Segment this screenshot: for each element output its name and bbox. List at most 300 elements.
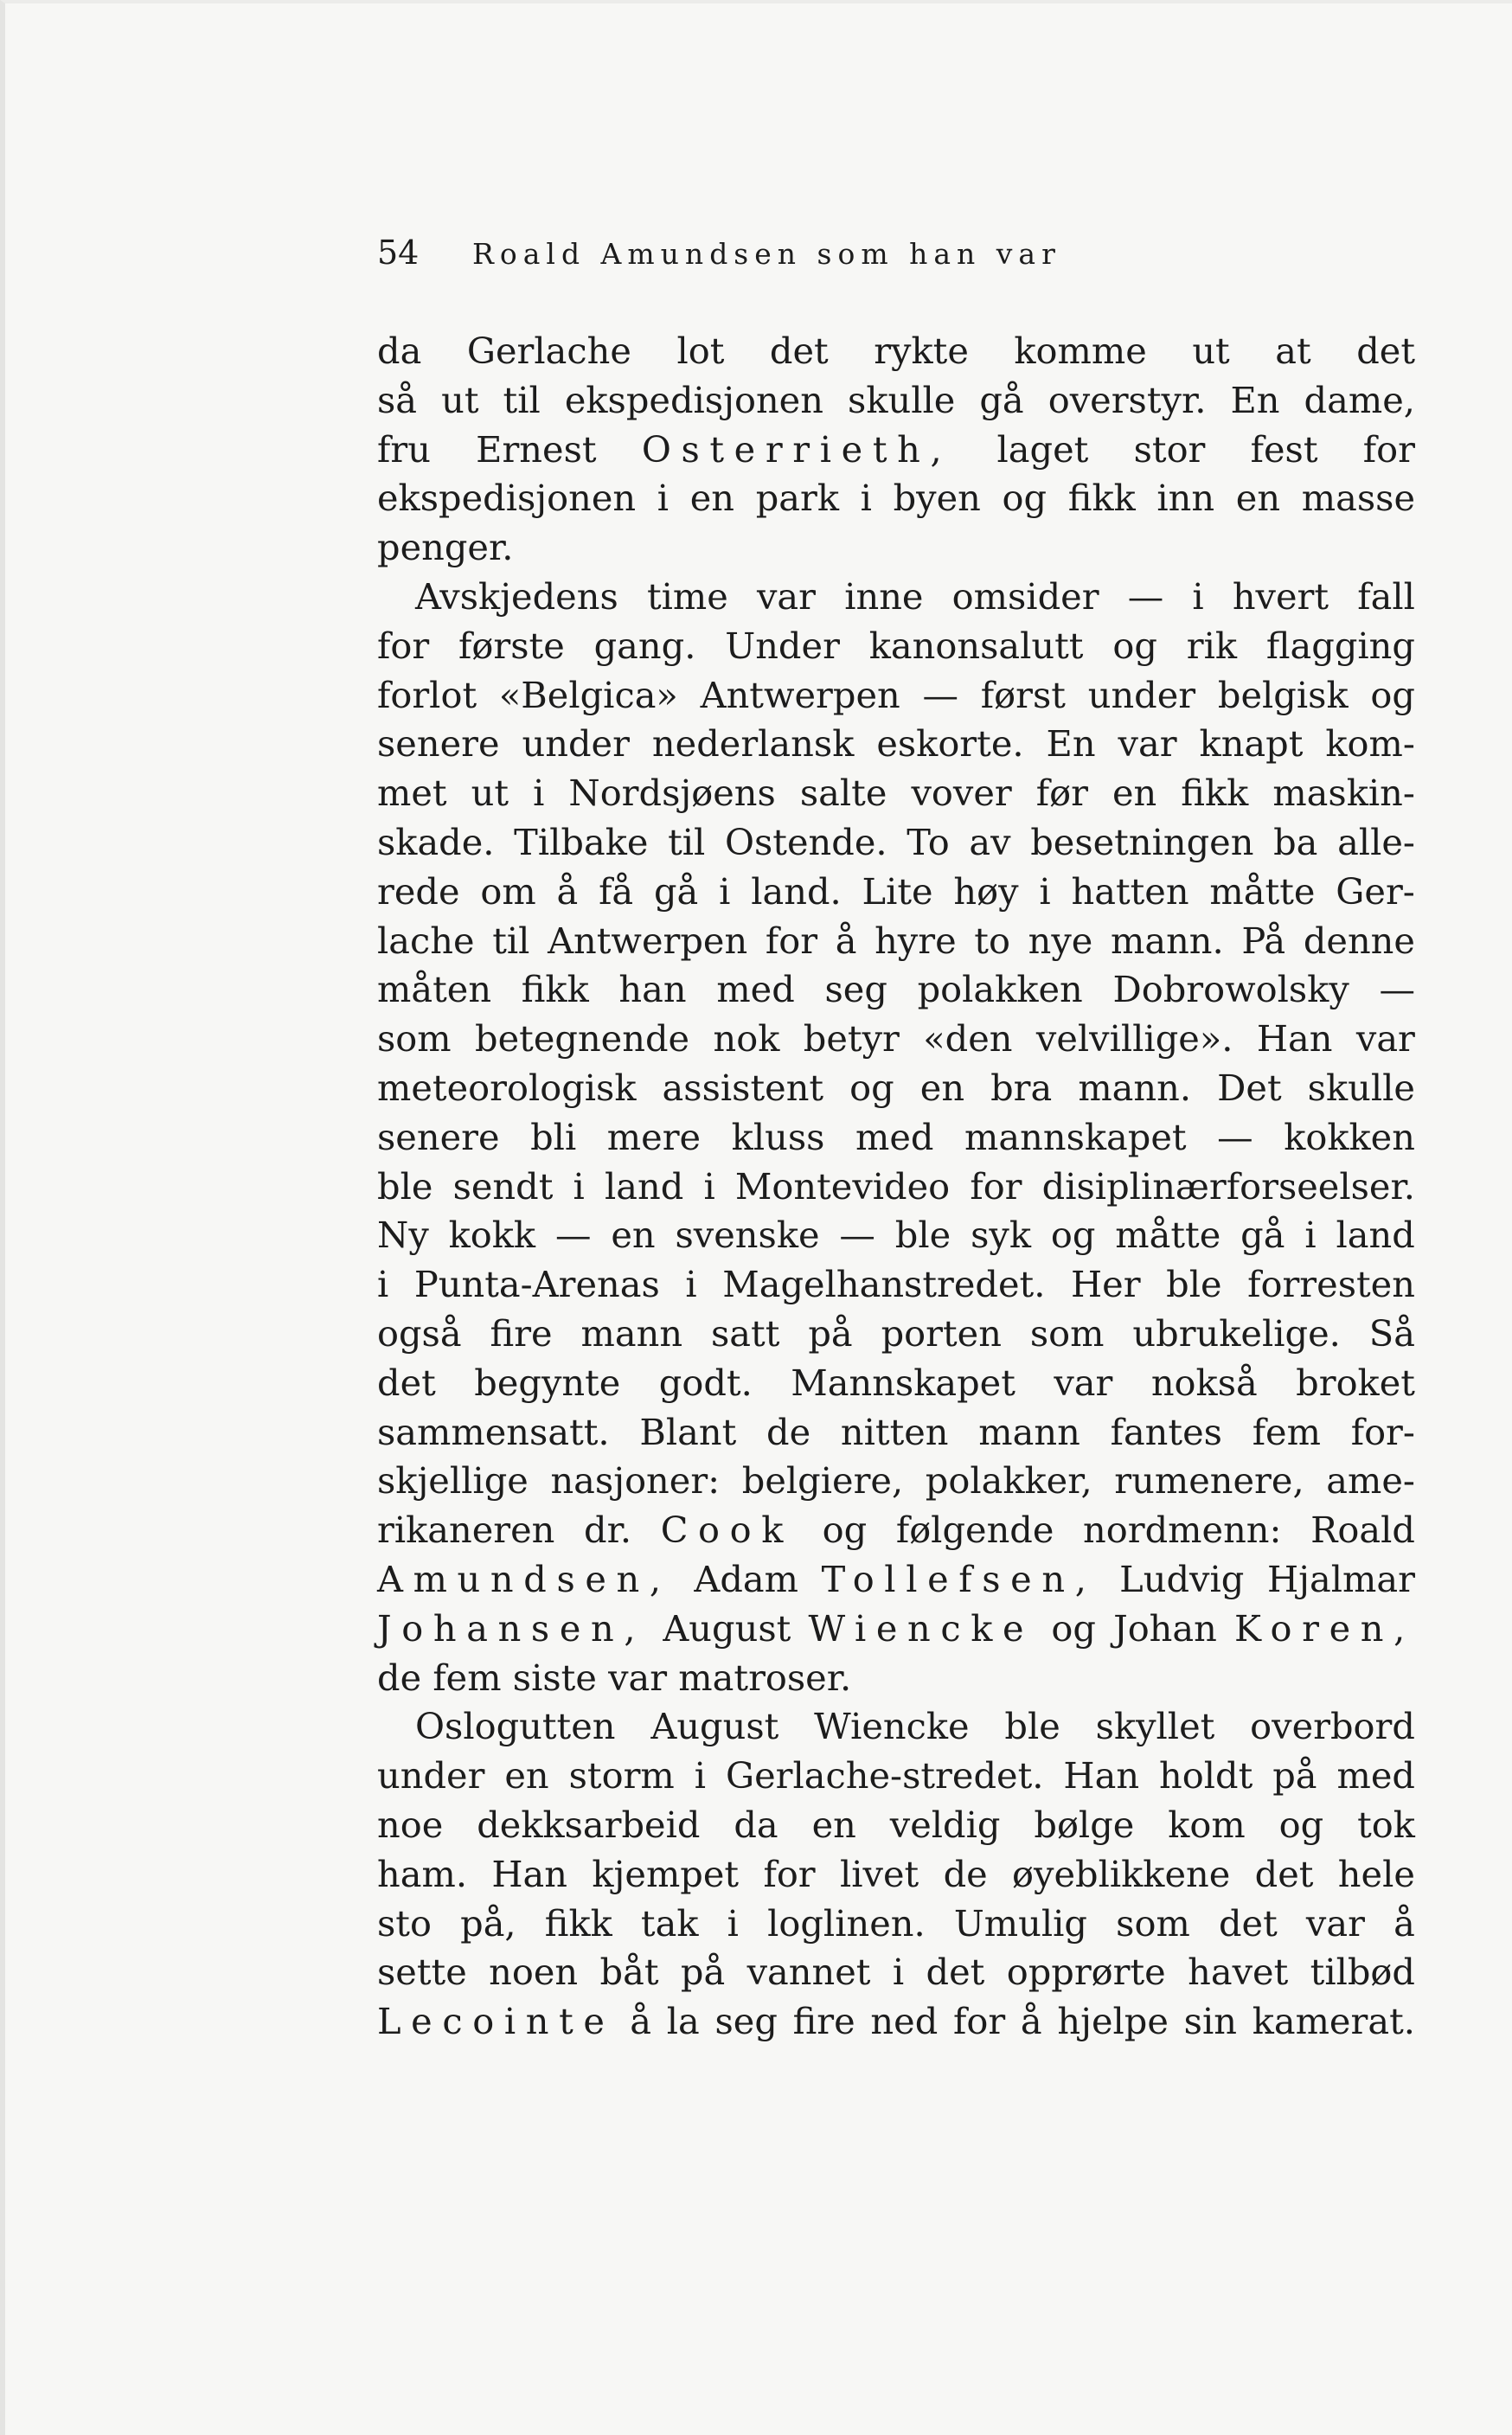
word: og (1051, 1606, 1096, 1650)
word: rik (1186, 624, 1237, 667)
word: Koren, (1234, 1606, 1415, 1650)
word: høy (953, 869, 1019, 913)
word: tilbød (1310, 1951, 1415, 1994)
word: og (1278, 1803, 1324, 1846)
word: en (811, 1803, 856, 1846)
word: da (377, 330, 422, 372)
word: alle- (1337, 820, 1415, 863)
word: å (630, 2000, 652, 2043)
word: eskorte. (876, 722, 1024, 766)
word: Ernest (476, 427, 597, 471)
word: i (703, 1164, 715, 1208)
word: storm (568, 1754, 675, 1797)
word: ame- (1326, 1459, 1415, 1503)
word: i (727, 1901, 739, 1945)
text-line (377, 1801, 1415, 1850)
word: ble (1004, 1705, 1060, 1748)
word: belgisk (1217, 673, 1349, 716)
word: måtte (1209, 869, 1316, 913)
word: da (734, 1803, 778, 1846)
word: land (1336, 1214, 1415, 1257)
word: bli (530, 1115, 577, 1158)
word: senere (377, 1115, 500, 1158)
text-line (377, 1015, 1415, 1064)
word: porten (881, 1311, 1002, 1355)
word: med (1336, 1754, 1415, 1797)
word: meteorologisk (377, 1066, 637, 1109)
word: Nordsjøens (568, 772, 776, 815)
word: første (458, 624, 565, 667)
word: land. (751, 869, 842, 913)
word: — (1379, 968, 1415, 1011)
word: mann. (1110, 919, 1224, 962)
word: kluss (731, 1115, 825, 1158)
word: flagging (1265, 624, 1415, 667)
word: dr. (584, 1509, 632, 1552)
word: rede (377, 869, 460, 913)
word: de (766, 1410, 811, 1453)
word: det (926, 1951, 985, 1994)
word: og (822, 1509, 868, 1552)
word: polakken (917, 968, 1083, 1011)
word: tak (640, 1901, 699, 1945)
word: nok (713, 1017, 780, 1061)
word: Han (1256, 1017, 1333, 1061)
word: ned (870, 2000, 939, 2043)
word: skulle (1307, 1066, 1415, 1109)
text-line (377, 720, 1415, 769)
word: satt (711, 1311, 780, 1355)
text-line (377, 769, 1415, 818)
word: — (554, 1214, 592, 1257)
text-line (377, 426, 1415, 475)
word: Under (725, 624, 840, 667)
text-line (377, 868, 1415, 917)
word: seg (714, 2000, 778, 2043)
word: av (969, 820, 1011, 863)
word: under (377, 1754, 485, 1797)
word: det (1254, 1852, 1314, 1895)
word: fikk (1067, 477, 1136, 520)
word: gå (653, 869, 699, 913)
text-line (377, 1555, 1415, 1605)
word: i (892, 1951, 905, 1994)
word: tok (1357, 1803, 1415, 1846)
word: Amundsen, (377, 1557, 671, 1600)
word: hvert (1232, 574, 1329, 618)
word: vover (911, 772, 1012, 815)
word: og (849, 1066, 894, 1109)
word: rikaneren (377, 1509, 555, 1552)
word: fall (1357, 574, 1415, 618)
word: for (1362, 427, 1415, 471)
word: hele (1337, 1852, 1415, 1895)
word: vannet (746, 1951, 871, 1994)
word: fem (1252, 1410, 1321, 1453)
body-text (377, 327, 1415, 2047)
word: ble (894, 1214, 951, 1257)
word: svenske (675, 1214, 820, 1257)
word: Tilbake (514, 820, 649, 863)
word: Ger- (1336, 869, 1415, 913)
word: — (839, 1214, 875, 1257)
word: gå (1240, 1214, 1285, 1257)
word: salte (799, 772, 887, 815)
word: time (646, 574, 728, 618)
word: lache (377, 919, 475, 962)
word: for (765, 919, 818, 962)
word: Mannskapet (791, 1361, 1015, 1404)
word: — (922, 673, 959, 716)
word: sin (1183, 2000, 1237, 2043)
word: ut (1192, 330, 1230, 372)
word: kom (1168, 1803, 1246, 1846)
word: knapt (1199, 722, 1304, 766)
text-line (377, 474, 1415, 523)
word: før (1035, 772, 1088, 815)
word: skade. (377, 820, 495, 863)
word: hatten (1071, 869, 1189, 913)
word: Det (1217, 1066, 1282, 1109)
word: lot (676, 330, 725, 372)
word: mann. (1078, 1066, 1192, 1109)
word: Ostende. (724, 820, 887, 863)
word: forlot (377, 673, 477, 716)
word: og (1370, 673, 1415, 716)
text-line (377, 671, 1415, 721)
word: i (1304, 1214, 1317, 1257)
word: om (480, 869, 536, 913)
word: Her (1070, 1263, 1141, 1306)
word: «den (923, 1017, 1013, 1061)
word: August (650, 1705, 779, 1748)
word: mann (978, 1410, 1080, 1453)
word: som (1116, 1901, 1190, 1945)
text-line (377, 1948, 1415, 1997)
word: dame, (1304, 378, 1415, 421)
word: masse (1301, 477, 1415, 520)
word: sette (377, 1951, 467, 1994)
word: forresten (1247, 1263, 1415, 1306)
text-line (377, 1702, 1415, 1752)
word: i (860, 477, 872, 520)
word: også (377, 1311, 462, 1355)
page-number: 54 (377, 234, 420, 272)
word: på (1272, 1754, 1317, 1797)
word: i (719, 869, 731, 913)
word: overstyr. (1048, 378, 1207, 421)
word: Umulig (953, 1901, 1087, 1945)
word: var (1305, 1901, 1365, 1945)
word: Avskjedens (415, 574, 618, 618)
word: byen (893, 477, 981, 520)
word: fikk (1181, 772, 1249, 815)
word: Lecointe (377, 2000, 615, 2043)
word: Magelhanstredet. (722, 1263, 1046, 1306)
word: sto (377, 1901, 432, 1945)
word: disiplinærforseelser. (1041, 1164, 1415, 1208)
word: Antwerpen (548, 919, 748, 962)
word: livet (839, 1852, 919, 1895)
word: komme (1014, 330, 1147, 372)
word: skyllet (1095, 1705, 1215, 1748)
word: i (1192, 574, 1204, 618)
word: i (685, 1263, 697, 1306)
word: sammensatt. (377, 1410, 610, 1453)
word: August (663, 1606, 791, 1650)
word: broket (1296, 1361, 1415, 1404)
word: to (974, 919, 1010, 962)
text-line (377, 1113, 1415, 1163)
word: og (1050, 1214, 1096, 1257)
word: ubrukelige. (1132, 1311, 1341, 1355)
text-line (377, 1064, 1415, 1113)
text-line (377, 965, 1415, 1015)
word: Gerlache-stredet. (725, 1754, 1044, 1797)
word: opprørte (1006, 1951, 1166, 1994)
word: det (769, 330, 829, 372)
word: noen (489, 1951, 579, 1994)
word: ut (471, 772, 509, 815)
text-line (377, 327, 1415, 376)
word: mere (606, 1115, 702, 1158)
word: mann (580, 1311, 683, 1355)
word: belgiere, (741, 1459, 904, 1503)
word: besetningen (1030, 820, 1254, 863)
word: nasjoner: (550, 1459, 721, 1503)
word: for- (1350, 1410, 1415, 1453)
text-line (377, 1900, 1415, 1949)
word: betegnende (475, 1017, 690, 1061)
word: velvillige». (1035, 1017, 1233, 1061)
word: på (808, 1311, 853, 1355)
word: han (618, 968, 687, 1011)
word: Gerlache (466, 330, 631, 372)
word: at (1275, 330, 1311, 372)
word: måtte (1115, 1214, 1221, 1257)
word: en (689, 477, 735, 520)
word: Hjalmar (1266, 1557, 1415, 1600)
text-line (377, 818, 1415, 868)
word: det (377, 1361, 436, 1404)
word: først (980, 673, 1066, 716)
word: Wiencke (814, 1705, 970, 1748)
word: la (666, 2000, 700, 2043)
word: polakker, (925, 1459, 1092, 1503)
word: få (599, 869, 634, 913)
word: omsider (951, 574, 1099, 618)
word: kokk (448, 1214, 536, 1257)
word: for (377, 624, 430, 667)
word: fire (792, 2000, 855, 2043)
word: så (377, 378, 418, 421)
word: under (1087, 673, 1196, 716)
word: en (611, 1214, 656, 1257)
word: nordmenn: (1083, 1509, 1282, 1552)
word: ble (1166, 1263, 1222, 1306)
word: overbord (1250, 1705, 1415, 1748)
word: syk (971, 1214, 1031, 1257)
word: øyeblikkene (1012, 1852, 1231, 1895)
word: de (943, 1852, 988, 1895)
word: nokså (1150, 1361, 1258, 1404)
text-line (377, 917, 1415, 966)
word: Så (1368, 1311, 1415, 1355)
word: — (1127, 574, 1164, 618)
word: holdt (1159, 1754, 1253, 1797)
word: Han (1063, 1754, 1140, 1797)
text-line (377, 1310, 1415, 1359)
word: havet (1188, 1951, 1289, 1994)
word: land (604, 1164, 684, 1208)
word: Dobrowolsky (1112, 968, 1349, 1011)
word: ham. (377, 1852, 468, 1895)
word: inn (1156, 477, 1215, 520)
word: Roald (1310, 1509, 1415, 1552)
word: og (1002, 477, 1048, 520)
word: med (855, 1115, 934, 1158)
word: kokken (1284, 1115, 1415, 1158)
word: En (1046, 722, 1096, 766)
word: ekspedisjonen (377, 477, 637, 520)
word: begynte (474, 1361, 621, 1404)
word: ble (377, 1164, 433, 1208)
word: en (1112, 772, 1157, 815)
word: fikk (521, 968, 589, 1011)
word: i (1039, 869, 1051, 913)
word: i (377, 1263, 389, 1306)
word: loglinen. (767, 1901, 926, 1945)
word: fire (490, 1311, 553, 1355)
word: var (756, 574, 817, 618)
word: å (1393, 1901, 1415, 1945)
word: mannskapet (964, 1115, 1187, 1158)
word: På (1241, 919, 1286, 962)
text-line (377, 376, 1415, 426)
text-line (377, 1260, 1415, 1310)
running-head (377, 234, 1415, 289)
word: ba (1273, 820, 1318, 863)
word: senere (377, 722, 500, 766)
word: To (907, 820, 950, 863)
word: Punta-Arenas (413, 1263, 660, 1306)
text-line (377, 573, 1415, 622)
word: var (1118, 722, 1177, 766)
word: gang. (593, 624, 696, 667)
word: bra (990, 1066, 1053, 1109)
word: i (657, 477, 670, 520)
word: følgende (895, 1509, 1054, 1552)
word: måten (377, 968, 492, 1011)
word: denne (1303, 919, 1415, 962)
word: Tollefsen, (821, 1557, 1097, 1600)
word: det (1356, 330, 1415, 372)
word: laget (996, 427, 1089, 471)
word: en (504, 1754, 549, 1797)
text-line (377, 1359, 1415, 1408)
word: Ludvig (1119, 1557, 1245, 1600)
word: var (1355, 1017, 1415, 1061)
word: — (1217, 1115, 1253, 1158)
word: Cook (660, 1509, 794, 1552)
word: med (716, 968, 795, 1011)
word: en (919, 1066, 965, 1109)
word: met (377, 772, 447, 815)
word: å (1020, 2000, 1042, 2043)
text-line (377, 1163, 1415, 1212)
word: fantes (1110, 1410, 1222, 1453)
word: som (377, 1017, 452, 1061)
text-line: de fem siste var matroser. (377, 1656, 852, 1699)
word: inne (844, 574, 924, 618)
word: Ny (377, 1214, 429, 1257)
word: nitten (840, 1410, 949, 1453)
word: på, (460, 1901, 516, 1945)
word: «Belgica» (498, 673, 678, 716)
word: Johan (1113, 1606, 1217, 1650)
word: nye (1028, 919, 1093, 962)
word: stor (1133, 427, 1206, 471)
word: hyre (875, 919, 957, 962)
word: park (755, 477, 839, 520)
word: hjelpe (1057, 2000, 1169, 2043)
word: maskin- (1272, 772, 1415, 815)
word: rumenere, (1114, 1459, 1304, 1503)
text-line (377, 1997, 1415, 2047)
word: til (668, 820, 706, 863)
word: Han (491, 1852, 568, 1895)
word: kom- (1325, 722, 1415, 766)
text-line (377, 1506, 1415, 1555)
word: Oslogutten (415, 1705, 616, 1748)
word: en (1235, 477, 1281, 520)
word: gå (979, 378, 1024, 421)
word: under (522, 722, 630, 766)
word: til (492, 919, 530, 962)
word: i (573, 1164, 585, 1208)
word: ut (441, 378, 479, 421)
word: En (1230, 378, 1280, 421)
book-page (377, 234, 1415, 2047)
text-line (377, 1850, 1415, 1900)
word: til (503, 378, 541, 421)
word: for (763, 1852, 816, 1895)
word: Osterrieth, (641, 427, 952, 471)
word: å (556, 869, 579, 913)
text-line (377, 1457, 1415, 1506)
word: veldig (889, 1803, 1001, 1846)
text-line (377, 1752, 1415, 1801)
word: Blant (639, 1410, 737, 1453)
word: kamerat. (1252, 2000, 1415, 2043)
word: Montevideo (734, 1164, 951, 1208)
word: i (694, 1754, 707, 1797)
word: å (835, 919, 857, 962)
word: skulle (848, 378, 956, 421)
word: ekspedisjonen (564, 378, 823, 421)
word: kanonsalutt (868, 624, 1084, 667)
word: Wiencke (808, 1606, 1035, 1650)
word: det (1218, 1901, 1278, 1945)
word: Adam (694, 1557, 798, 1600)
word: fru (377, 427, 431, 471)
text-line (377, 1605, 1415, 1654)
word: og (1112, 624, 1157, 667)
word: nederlansk (651, 722, 855, 766)
word: Antwerpen (700, 673, 900, 716)
word: var (1054, 1361, 1113, 1404)
word: noe (377, 1803, 444, 1846)
